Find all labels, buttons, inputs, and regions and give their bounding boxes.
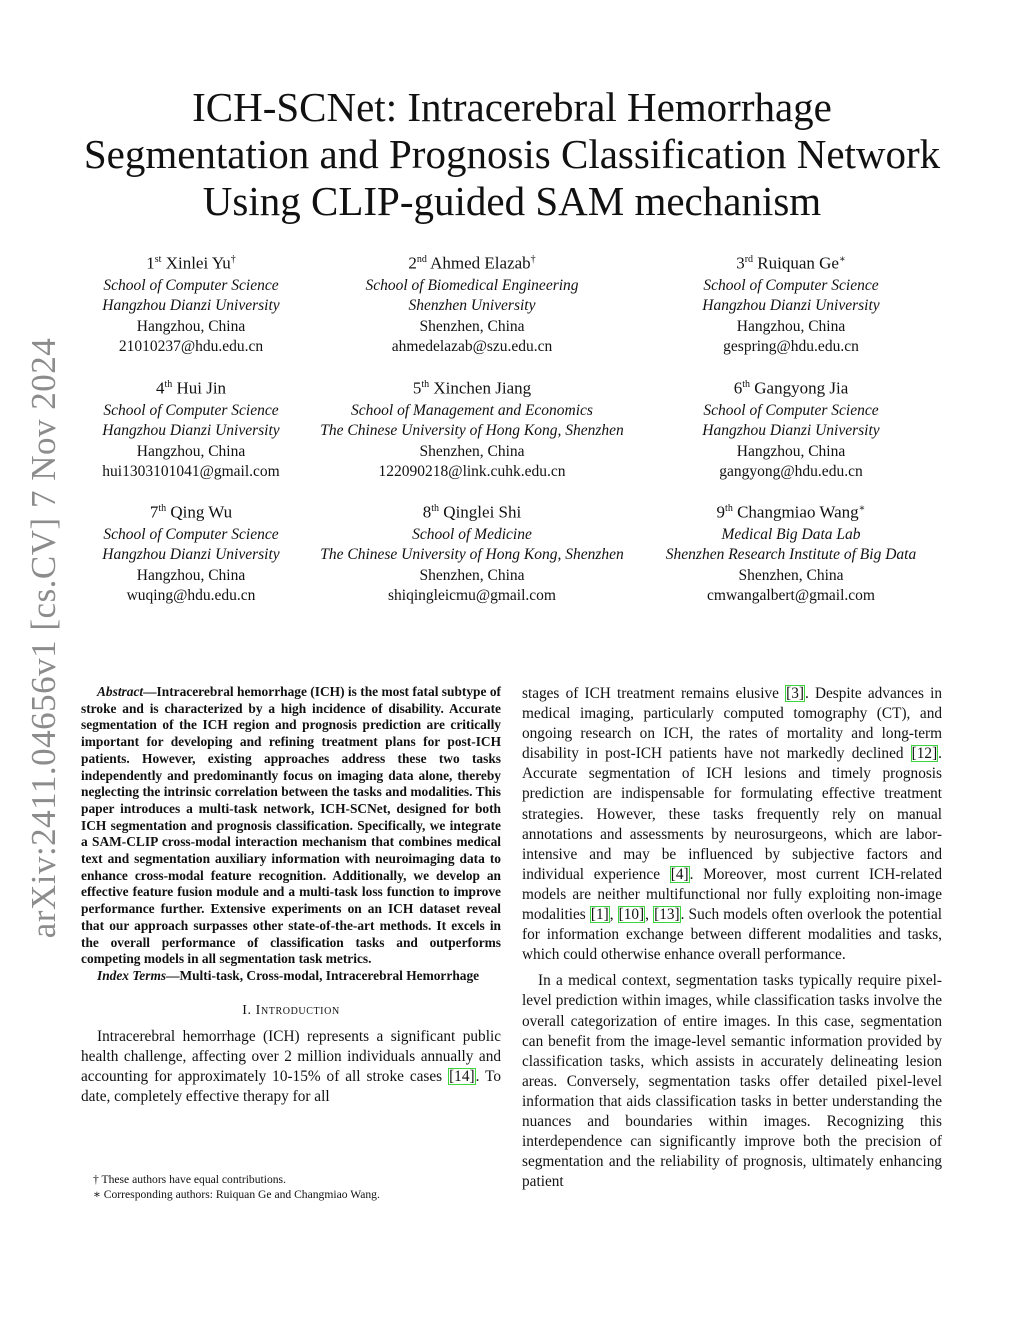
author-block-2 — [292, 248, 652, 358]
author-institution: Hangzhou Dianzi University — [102, 422, 280, 440]
abstract-text: —Intracerebral hemorrhage (ICH) is the most fatal subtype of stroke and is characterized by a high incidence of disability. Accurate segmentation of the ICH region and prognosis prediction are critically important for developing and refining treatment plans for post-ICH patients. However, existing approaches address these two tasks independently and predominantly focus on imaging data alone, thereby neglecting the intrinsic correlation between the tasks and modalities. This paper introduces a multi-task network, ICH-SCNet, designed for both ICH segmentation and prognosis classification. Specifically, we integrate a SAM-CLIP cross-modal interaction mechanism that combines medical text and segmentation auxiliary information with neuroimaging data to enhance cross-modal feature recognition. Additionally, we develop an effective feature fusion module and a multi-task loss function to improve performance further. Extensive experiments on an ICH dataset reveal that our approach surpasses other state-of-the-art methods. It excels in the overall performance of classification tasks and outperforms competing models in all segmentation task metrics. — [81, 684, 501, 967]
author-institution: Hangzhou Dianzi University — [102, 546, 280, 564]
title-line-2: Segmentation and Prognosis Classification Network — [83, 131, 941, 177]
abstract — [81, 684, 501, 968]
author-block-6 — [611, 373, 971, 483]
intro-paragraph: Intracerebral hemorrhage (ICH) represents a significant public health challenge, affecting over 2 million individuals annually and accounting for approximately 10-15% of all stroke cases [14]. To date, completely effective therapy for all — [81, 1027, 502, 1105]
citation-link[interactable]: [1] — [590, 906, 609, 924]
author-department: School of Computer Science — [103, 401, 279, 419]
author-name: 6th Gangyong Jia — [733, 378, 849, 398]
author-name: 9th Changmiao Wang∗ — [716, 502, 866, 522]
index-terms-text: —Multi-task, Cross-modal, Intracerebral Hemorrhage — [166, 967, 480, 983]
author-institution: Shenzhen University — [408, 297, 536, 315]
citation-link[interactable]: [3] — [786, 685, 804, 702]
index-terms-label: Index Terms — [97, 967, 167, 983]
right-column — [522, 684, 942, 1192]
author-department: School of Computer Science — [703, 276, 879, 294]
author-name: 2nd Ahmed Elazab† — [408, 253, 536, 273]
author-city: Hangzhou, China — [136, 442, 246, 460]
author-city: Hangzhou, China — [736, 442, 846, 460]
author-department: School of Medicine — [412, 525, 532, 543]
author-institution: The Chinese University of Hong Kong, Shenzhen — [320, 546, 624, 564]
abstract-label: Abstract — [97, 684, 144, 699]
left-column — [81, 684, 501, 1107]
author-department: School of Computer Science — [103, 276, 279, 294]
footnotes — [81, 1172, 501, 1202]
author-name: 3rd Ruiquan Ge∗ — [736, 253, 846, 273]
section-heading: I. Introduction — [242, 1002, 340, 1018]
author-city: Shenzhen, China — [419, 317, 525, 335]
index-terms — [81, 968, 501, 985]
author-institution: The Chinese University of Hong Kong, Shenzhen — [320, 422, 624, 440]
author-city: Hangzhou, China — [136, 317, 246, 335]
author-email: cmwangalbert@gmail.com — [707, 587, 875, 605]
footnote-equal-contribution: † These authors have equal contributions. — [93, 1173, 286, 1186]
author-city: Shenzhen, China — [419, 442, 525, 460]
author-department: Medical Big Data Lab — [721, 525, 861, 543]
citation-link[interactable]: [10] — [618, 906, 645, 924]
author-institution: Hangzhou Dianzi University — [102, 297, 280, 315]
author-city: Hangzhou, China — [736, 317, 846, 335]
author-name: 8th Qinglei Shi — [422, 502, 522, 522]
author-city: Shenzhen, China — [738, 566, 844, 584]
author-block-9 — [611, 497, 971, 607]
right-paragraph-1: stages of ICH treatment remains elusive [3]. Despite advances in medical imaging, particularly computed tomography (CT), and ongoing research on ICH, the rates of mortality and long-term disability in post-ICH patients have not markedly declined [12]. Accurate segmentation of ICH lesions and timely prognosis prediction are indispensable for formulating effective treatment strategies. However, these tasks frequently rely on manual annotations and assessments by neurosurgeons, which are labor-intensive and may be influenced by subjective factors and individual experience [4]. Moreover, most current ICH-related models are neither multifunctional nor fully exploiting non-image modalities [1], [10], [13]. Such models often overlook the potential for information exchange between different modalities and tasks, which could otherwise enhance overall performance. — [522, 685, 942, 964]
citation-link[interactable]: [4] — [670, 865, 689, 883]
author-department: School of Biomedical Engineering — [365, 276, 579, 294]
author-institution: Shenzhen Research Institute of Big Data — [665, 546, 917, 564]
author-email: ahmedelazab@szu.edu.cn — [391, 338, 553, 356]
author-department: School of Management and Economics — [351, 401, 593, 419]
author-department: School of Computer Science — [703, 401, 879, 419]
author-email: gangyong@hdu.edu.cn — [719, 463, 863, 481]
author-email: hui1303101041@gmail.com — [102, 463, 280, 481]
author-email: gespring@hdu.edu.cn — [723, 338, 859, 356]
citation-link[interactable]: [14] — [449, 1067, 475, 1085]
author-name: 1st Xinlei Yu† — [146, 253, 236, 273]
title-line-3: Using CLIP-guided SAM mechanism — [202, 178, 822, 224]
author-block-3 — [611, 248, 971, 358]
author-institution: Hangzhou Dianzi University — [702, 422, 880, 440]
footnote-corresponding: ∗ Corresponding authors: Ruiquan Ge and Changmiao Wang. — [93, 1188, 380, 1201]
citation-link[interactable]: [13] — [654, 906, 680, 924]
citation-link[interactable]: [12] — [911, 745, 938, 763]
author-name: 4th Hui Jin — [155, 378, 227, 398]
author-email: wuqing@hdu.edu.cn — [126, 587, 256, 605]
arxiv-stamp-text: arXiv:2411.04656v1 [cs.CV] 7 Nov 2024 — [24, 337, 64, 939]
author-email: 21010237@hdu.edu.cn — [118, 338, 264, 356]
title-line-1: ICH-SCNet: Intracerebral Hemorrhage — [192, 84, 832, 130]
paper-title — [70, 84, 954, 225]
author-email: shiqingleicmu@gmail.com — [388, 587, 556, 605]
author-city: Shenzhen, China — [419, 566, 525, 584]
author-name: 7th Qing Wu — [149, 502, 233, 522]
author-block-5 — [292, 373, 652, 483]
author-email: 122090218@link.cuhk.edu.cn — [378, 463, 566, 481]
author-institution: Hangzhou Dianzi University — [702, 297, 880, 315]
right-paragraph-2: In a medical context, segmentation tasks typically require pixel-level prediction within images, while classification tasks involve the overall categorization of entire images. In this case, segmentation can benefit from the image-level semantic information provided by classification tasks, which assists in accurately delineating lesion areas. Conversely, segmentation tasks offer detailed pixel-level information that aids classification tasks in better understanding the nuances and boundaries within images. Recognizing this interdependence can significantly improve both the precision of segmentation and the reliability of prognosis, ultimately enhancing patient — [522, 972, 942, 1191]
author-block-8 — [292, 497, 652, 607]
author-city: Hangzhou, China — [136, 566, 246, 584]
author-name: 5th Xinchen Jiang — [412, 378, 532, 398]
author-department: School of Computer Science — [103, 525, 279, 543]
